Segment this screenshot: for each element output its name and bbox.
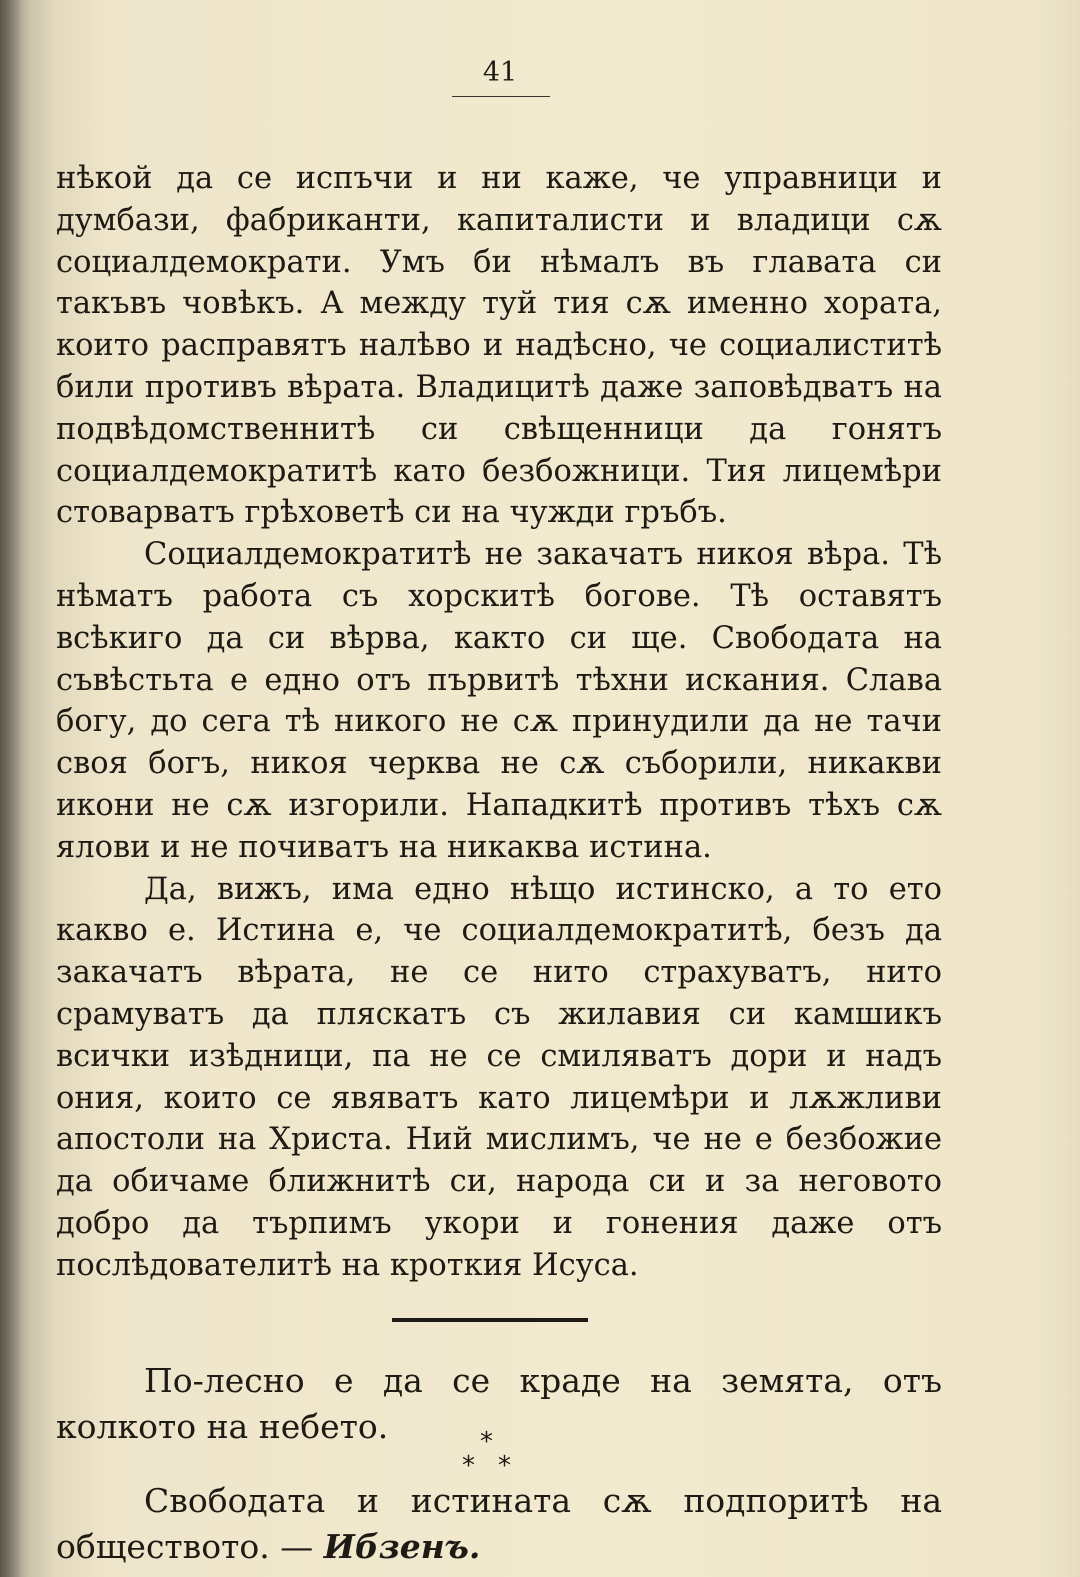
- asterism-star: *: [480, 1427, 493, 1457]
- paragraph-1: нѣкой да се испъчи и ни каже, че управници и думбази, фабриканти, капиталисти и владици сѫ социалдемократи. Умъ би нѣмалъ въ главата си такъвъ човѣкъ. А между туй тия сѫ именно хората, които расправятъ налѣво и надѣсно, че социалиститѣ били противъ вѣрата. Владицитѣ даже заповѣдватъ на подвѣдомственнитѣ си свѣщенници да гонятъ социалдемократитѣ като безбожници. Тия лицемѣри стоварватъ грѣховетѣ си на чужди гръбъ.: [56, 161, 942, 531]
- paragraph-2: Социалдемократитѣ не закачатъ никоя вѣра. Тѣ нѣматъ работа съ хорскитѣ богове. Тѣ оставятъ всѣкиго да си вѣрва, както си ще. Свободата на съвѣстьта е едно отъ първитѣ тѣхни искания. Слава богу, до сега тѣ никого не сѫ принудили да не тачи своя богъ, никоя черква не сѫ съборили, никакви икони не сѫ изгорили. Нападкитѣ противъ тѣхъ сѫ ялови и не почиватъ на никаква истина.: [56, 537, 942, 865]
- maxim-2-text: Свободата и истината сѫ подпоритѣ на обществото. —: [56, 1481, 942, 1566]
- page-number: 41: [482, 57, 518, 88]
- section-separator: [392, 1318, 588, 1322]
- main-text: [56, 158, 942, 1287]
- asterism: [440, 1427, 540, 1482]
- asterism-star: *: [498, 1451, 511, 1481]
- page-number-rule: [452, 96, 550, 97]
- spine-shadow: [0, 0, 22, 1577]
- maxim-2: [56, 1478, 942, 1570]
- maxim-1: По-лесно е да се краде на земята, отъ колкото на небето.: [56, 1361, 942, 1446]
- asterism-star: *: [462, 1451, 475, 1481]
- paragraph-3: Да, вижъ, има едно нѣщо истинско, а то ето какво е. Истина е, че социалдемократитѣ, безъ да закачатъ вѣрата, не се нито страхуватъ, нито срамуватъ да пляскатъ съ жилавия си камшикъ всички изѣдници, па не се смиляватъ дори и надъ ония, които се явяватъ като лицемѣри и лѫжливи апостоли на Христа. Ний мислимъ, че не е безбожие да обичаме ближнитѣ си, народа си и за неговото добро да търпимъ укори и гонения даже отъ послѣдователитѣ на кроткия Исуса.: [56, 871, 942, 1283]
- maxim-author: Ибзенъ.: [323, 1527, 481, 1566]
